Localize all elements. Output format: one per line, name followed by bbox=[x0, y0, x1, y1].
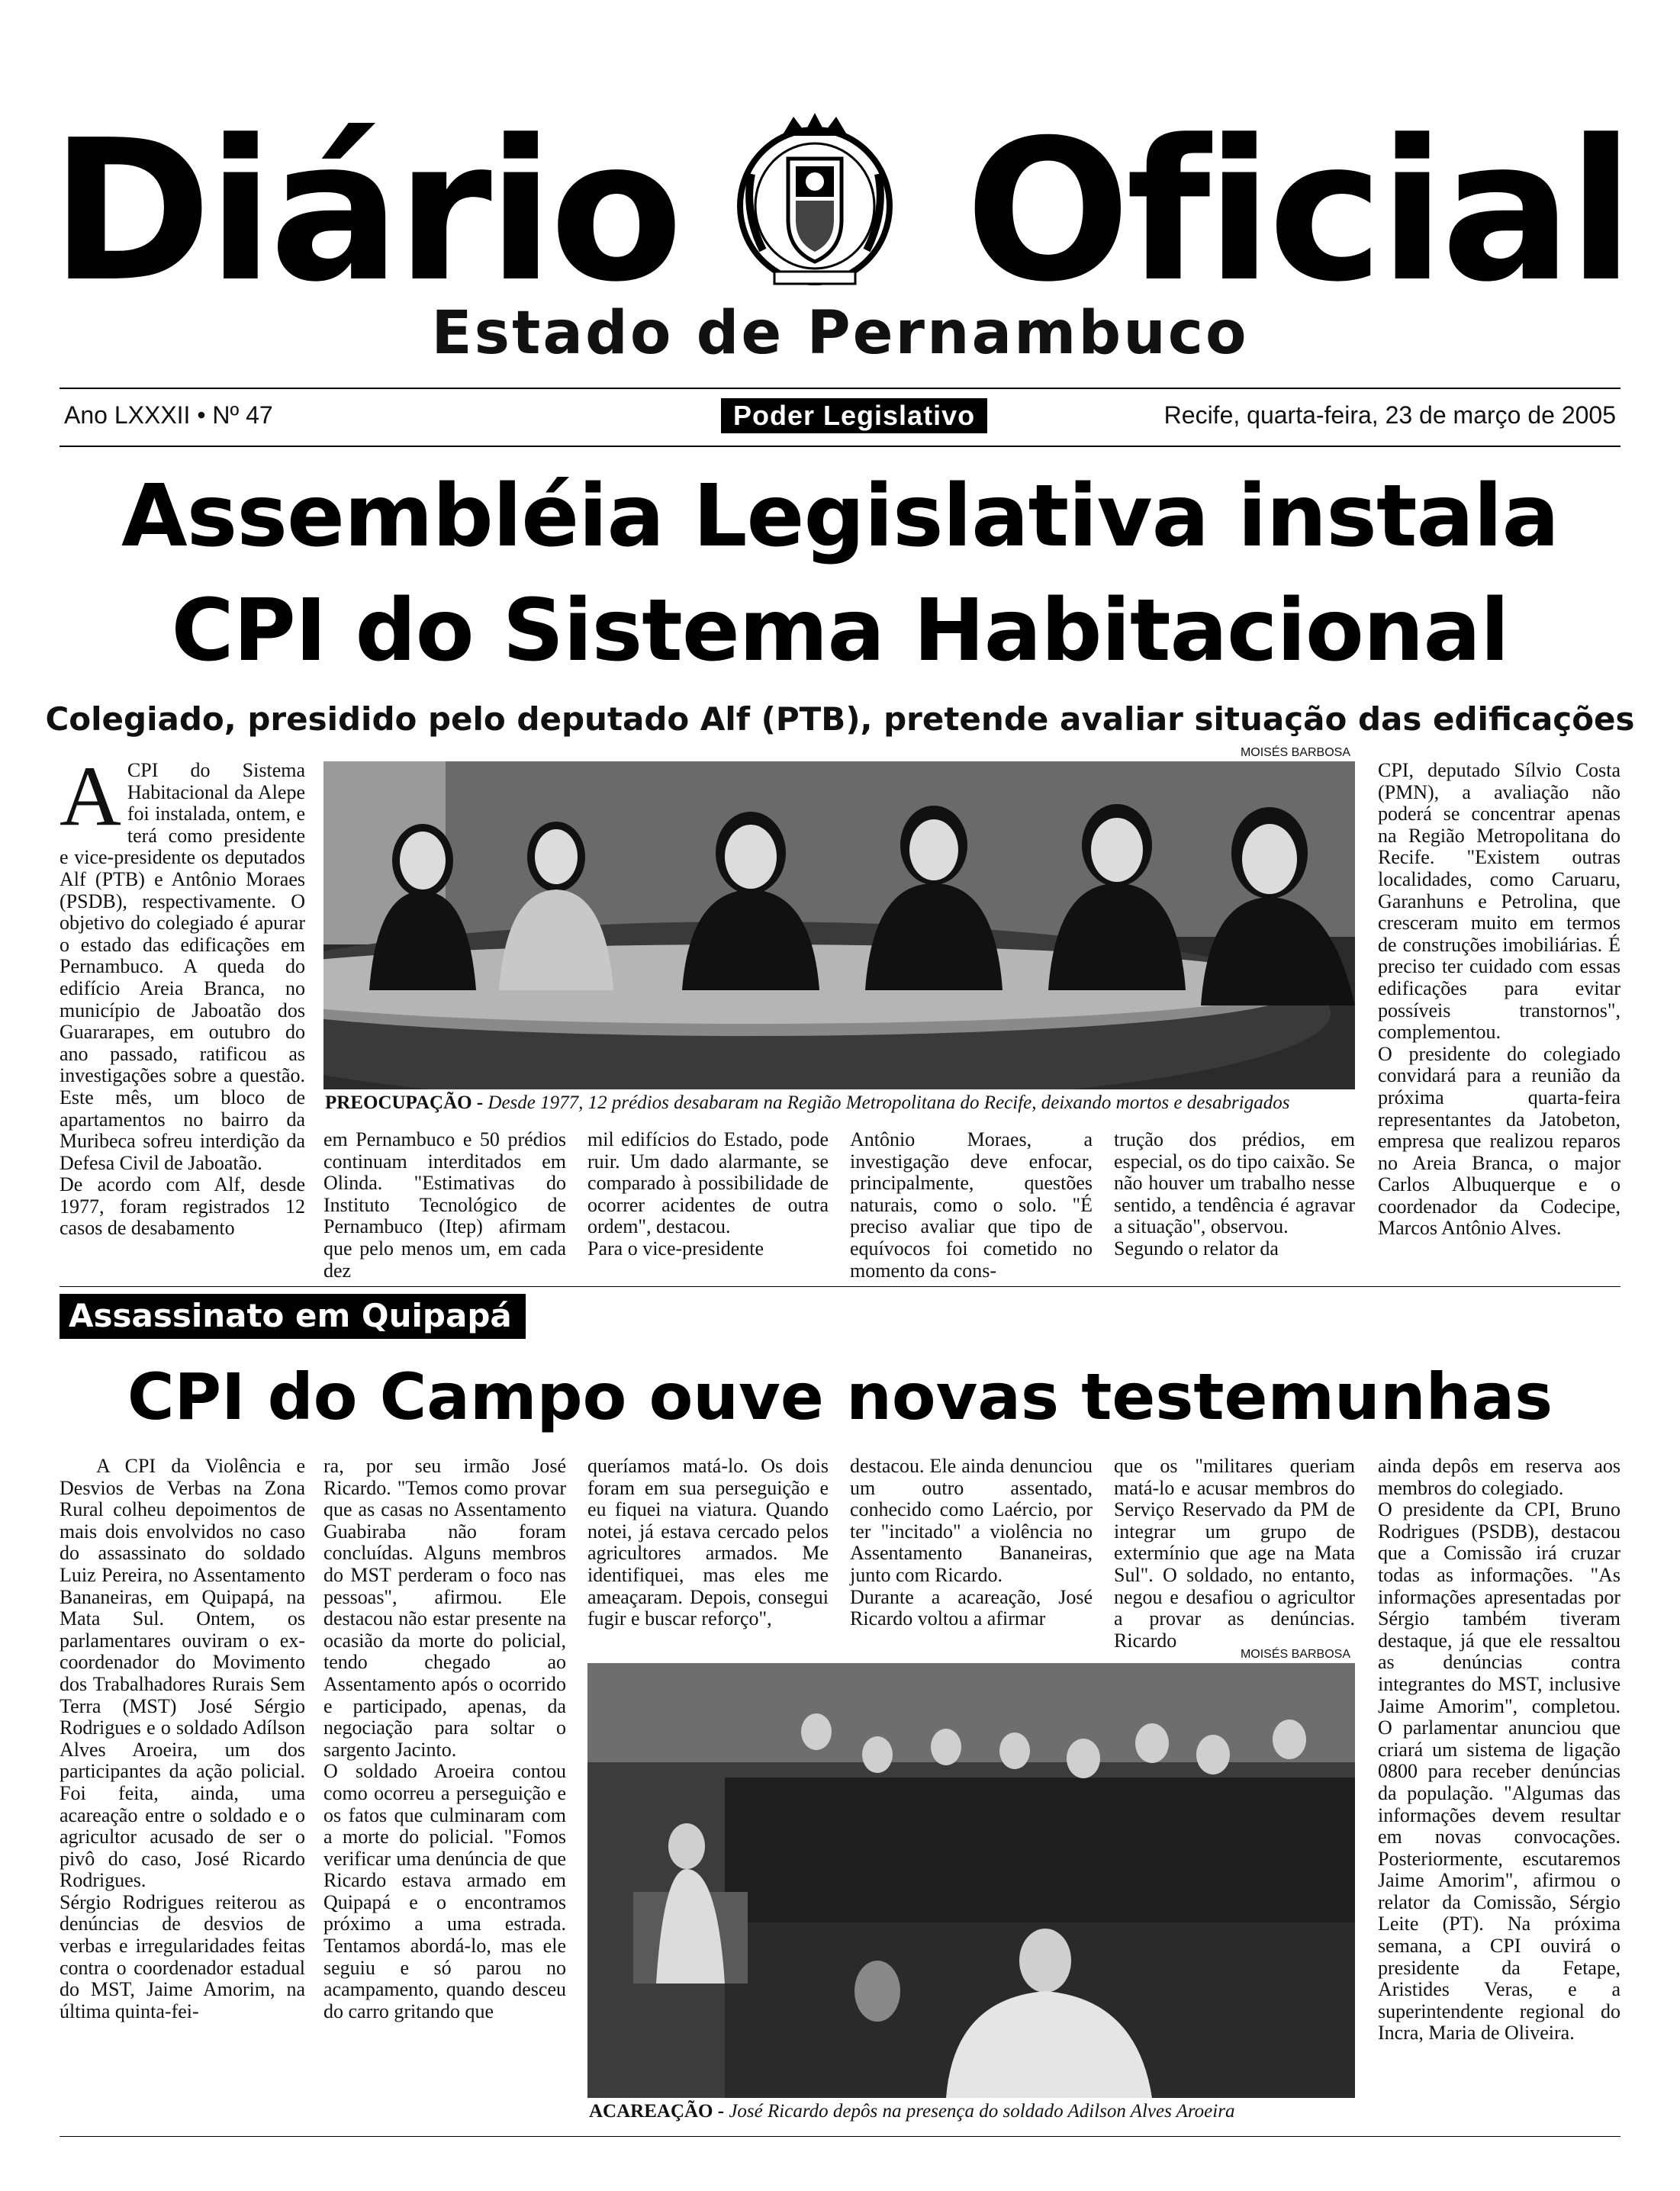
info-bar bbox=[60, 397, 1620, 439]
photo-acareacao-image bbox=[587, 1663, 1355, 2098]
story2-column-2 bbox=[323, 1456, 566, 2022]
rule-top bbox=[60, 388, 1620, 389]
drop-cap: A bbox=[60, 749, 121, 844]
rule-bottom bbox=[60, 446, 1620, 447]
photo-cpi-session-image bbox=[323, 761, 1355, 1089]
story1-column-1 bbox=[60, 749, 305, 1240]
story2-col2-p1: ra, por seu irmão José Ricardo. "Temos como provar que as casas no Assentamento Guabiraba não foram concluídas. Alguns membros do MST perderam o foco nas pessoas", afirmou. Ele destacou não estar presente na ocasião da morte do policial, tendo chegado ao Assentamento após o ocorrido e participado, apenas, da negociação para soltar o sargento Jacinto. bbox=[323, 1455, 566, 1761]
masthead-title-left: Diário bbox=[50, 98, 679, 325]
issue-number: Ano LXXXII • Nº 47 bbox=[64, 401, 273, 429]
story-separator bbox=[60, 1286, 1620, 1287]
photo-caption-1 bbox=[325, 1092, 1363, 1114]
story2-col4-p2: Durante a acareação, José Ricardo voltou a afirmar bbox=[850, 1585, 1093, 1630]
caption-label-2: ACAREAÇÃO - bbox=[589, 2101, 725, 2122]
photo-cpi-session bbox=[323, 761, 1355, 1089]
story2-col1-p2: Sérgio Rodrigues reiterou as denúncias de desvios de verbas e irregularidades feitas contra o coordenador estadual do MST, Jaime Amorim, na última quinta-fei- bbox=[60, 1890, 305, 2022]
story1-col5-text: trução dos prédios, em especial, os do tipo caixão. Se não houver um trabalho nesse sentido, a tendência é agravar a situação", observou. bbox=[1114, 1128, 1355, 1238]
story2-column-3 bbox=[587, 1456, 829, 1630]
story2-col5-text: que os "militares queriam matá-lo e acusar membros do Serviço Reservado da PM de integrar um grupo de extermínio que age na Mata Sul". O soldado, no entanto, negou e desafiou o agricultor a provar as denúncias. Ricardo bbox=[1114, 1455, 1355, 1652]
story1-column-5 bbox=[1114, 1129, 1355, 1260]
photo-credit-2: MOISÉS BARBOSA bbox=[1240, 1648, 1350, 1661]
story2-col6-p1: ainda depôs em reserva aos membros do colegiado. bbox=[1378, 1455, 1620, 1499]
story2-column-5 bbox=[1114, 1456, 1355, 1652]
story1-col6-p2: O presidente do colegiado convidará para a reunião da próxima quarta-feira representantes da Jatobeton, empresa que realizou reparos no Areia Branca, o major Carlos Albuquerque e o coordenador da Codecipe, Marcos Antônio Alves. bbox=[1378, 1042, 1620, 1240]
story2-col1-p1: A CPI da Violência e Desvios de Verbas na Zona Rural colheu depoimentos de mais dois envolvidos no caso do assassinato do soldado Luiz Pereira, no Assentamento Bananeiras, em Quipapá, na Mata Sul. Ontem, os parlamentares ouviram o ex-coordenador do Movimento dos Trabalhadores Rurais Sem Terra (MST) José Sérgio Rodrigues e o soldado Adílson Alves Aroeira, um dos participantes da ação policial. Foi feita, ainda, uma acareação entre o soldado e o agricultor acusado de ser o pivô do caso, José Ricardo Rodrigues. bbox=[60, 1455, 305, 1892]
masthead-subtitle: Estado de Pernambuco bbox=[431, 299, 1249, 368]
kicker-label: Assassinato em Quipapá bbox=[60, 1294, 526, 1339]
masthead-title-right: Oficial bbox=[965, 98, 1630, 325]
story2-col3-text: queríamos matá-lo. Os dois foram em sua perseguição e eu fiquei na viatura. Quando notei, já estava cercado pelos agricultores armados. Me identifiquei, mas eles me ameaçaram. Depois, consegui fugir e buscar reforço", bbox=[587, 1455, 829, 1630]
coat-of-arms-icon bbox=[729, 105, 901, 291]
caption-text-2: José Ricardo depôs na presença do soldado Adilson Alves Aroeira bbox=[729, 2101, 1235, 2122]
story1-col3-text: mil edifícios do Estado, pode ruir. Um dado alarmante, se comparado à possibilidade de ocorrer acidentes de outra ordem", destacou. bbox=[587, 1128, 829, 1238]
story1-col6-text: CPI, deputado Sílvio Costa (PMN), a avaliação não poderá se concentrar apenas na Região Metropolitana do Recife. "Existem outras localidades, como Caruaru, Garanhuns e Petrolina, que cresceram muito em termos de construções imobiliárias. É preciso ter cuidado com essas edificações para evitar possíveis transtornos", complementou. bbox=[1378, 759, 1620, 1044]
caption-label-1: PREOCUPAÇÃO - bbox=[325, 1092, 484, 1113]
story1-column-3 bbox=[587, 1129, 829, 1260]
story1-column-4 bbox=[850, 1129, 1093, 1282]
story2-col6-p2: O presidente da CPI, Bruno Rodrigues (PSDB), destacou que a Comissão irá cruzar todas as informações. "As informações apresentadas por Sérgio também tiveram destaque, já que ele ressaltou as denúncias contra integrantes do MST, inclusive Jaime Amorim", completou. O parlamentar anunciou que criará um sistema de ligação 0800 para receber denúncias da população. "Algumas das informações devem resultar em novas convocações. Posteriormente, escutaremos Jaime Amorim", afirmou o relator da Comissão, Sérgio Leite (PT). Na próxima semana, a CPI ouvirá o presidente da Fetape, Aristides Veras, e a superintendente regional do Incra, Maria de Oliveira. bbox=[1378, 1498, 1620, 2045]
story2-col2-p2: O soldado Aroeira contou como ocorreu a perseguição e os fatos que culminaram com a morte do policial. "Fomos verificar uma denúncia de que Ricardo estava armado em Quipapá e o encontramos próximo a uma estrada. Tentamos abordá-lo, mas ele seguiu e só parou no acampamento, quando desceu do carro gritando que bbox=[323, 1760, 566, 2022]
story2-col4-p1: destacou. Ele ainda denunciou um outro assentado, conhecido como Laércio, por ter "incitado" a violência no Assentamento Bananeiras, junto com Ricardo. bbox=[850, 1455, 1093, 1586]
photo-acareacao bbox=[587, 1663, 1355, 2098]
story2-column-4 bbox=[850, 1456, 1093, 1630]
story2-column-1 bbox=[60, 1456, 305, 2022]
photo-credit-1: MOISÉS BARBOSA bbox=[1240, 746, 1350, 759]
headline-line-2: CPI do Sistema Habitacional bbox=[171, 581, 1509, 680]
photo-caption-2 bbox=[589, 2101, 1360, 2122]
story1-col3-p2: Para o vice-presidente bbox=[587, 1237, 764, 1260]
rule-footer bbox=[60, 2136, 1620, 2137]
story1-column-2 bbox=[323, 1129, 566, 1282]
headline-line-1: Assembléia Legislativa instala bbox=[121, 467, 1559, 566]
story1-col5-p2: Segundo o relator da bbox=[1114, 1237, 1279, 1260]
caption-text-1: Desde 1977, 12 prédios desabaram na Região Metropolitana do Recife, deixando mortos e desabrigados bbox=[488, 1092, 1290, 1113]
headline-story-2: CPI do Campo ouve novas testemunhas bbox=[127, 1359, 1553, 1434]
story1-col4-text: Antônio Moraes, a investigação deve enfocar, principalmente, questões naturais, como o solo. "É preciso avaliar que tipo de equívocos foi cometido no momento da cons- bbox=[850, 1128, 1093, 1282]
dateline: Recife, quarta-feira, 23 de março de 2005 bbox=[1163, 401, 1616, 429]
story1-column-6 bbox=[1378, 760, 1620, 1240]
story1-col1-text: CPI do Sistema Habitacional da Alepe foi instalada, ontem, e terá como presidente e vice-presidente os deputados Alf (PTB) e Antônio Moraes (PSDB), respectivamente. O objetivo do colegiado é apurar o estado das edificações em Pernambuco. A queda do edifício Areia Branca, no município de Jaboatão dos Guararapes, em outubro do ano passado, ratificou as investigações sobre a questão. Este mês, um bloco de apartamentos no bairro da Muribeca sofreu interdição da Defesa Civil de Jaboatão. bbox=[60, 759, 305, 1174]
story1-col1-p2: De acordo com Alf, desde 1977, foram registrados 12 casos de desabamento bbox=[60, 1173, 305, 1240]
story2-column-6 bbox=[1378, 1456, 1620, 2045]
story-deck: Colegiado, presidido pelo deputado Alf (PTB), pretende avaliar situação das edificações bbox=[45, 700, 1635, 738]
story1-col2-text: em Pernambuco e 50 prédios continuam interditados em Olinda. "Estimativas do Instituto Tecnológico de Pernambuco (Itep) afirmam que pelo menos um, em cada dez bbox=[323, 1128, 566, 1282]
section-badge: Poder Legislativo bbox=[721, 398, 987, 433]
